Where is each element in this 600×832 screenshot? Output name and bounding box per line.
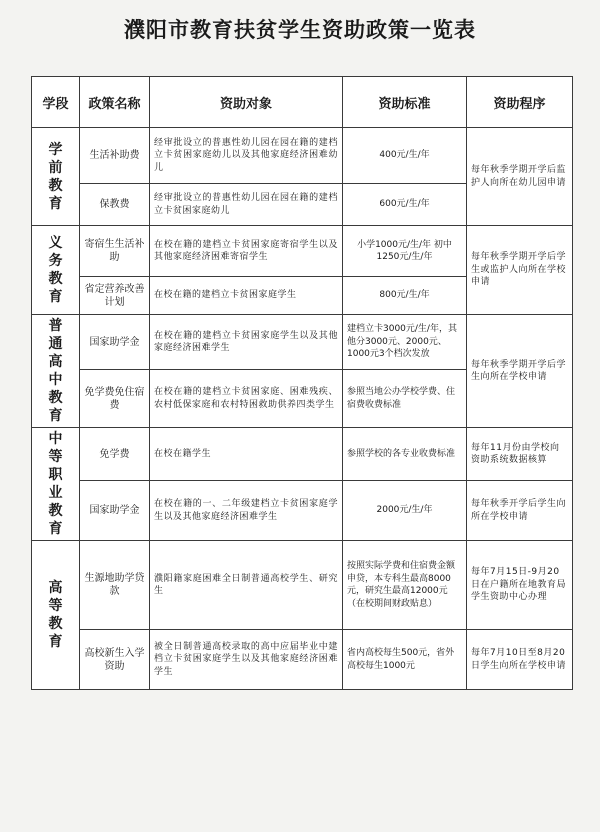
policy-table [31, 76, 573, 690]
target-cell: 在校在籍的建档立卡贫困家庭学生以及其他家庭经济困难学生 [150, 315, 343, 370]
standard-cell: 800元/生/年 [343, 277, 467, 315]
standard-cell: 小学1000元/生/年 初中1250元/生/年 [343, 226, 467, 277]
table-row [32, 315, 573, 370]
policy-name-cell: 国家助学金 [80, 481, 150, 541]
standard-cell: 省内高校每生500元，省外高校每生1000元 [343, 630, 467, 690]
table-header-row [32, 77, 573, 128]
table-row [32, 226, 573, 277]
stage-cell-preschool: 学前教育 [32, 128, 80, 226]
policy-name-cell: 免学费免住宿费 [80, 370, 150, 428]
column-header-procedure: 资助程序 [467, 77, 573, 128]
procedure-cell: 每年秋季学期开学后学生或监护人向所在学校申请 [467, 226, 573, 315]
standard-cell: 建档立卡3000元/生/年，其他分3000元、2000元、1000元3个档次发放 [343, 315, 467, 370]
standard-cell: 2000元/生/年 [343, 481, 467, 541]
policy-name-cell: 高校新生入学资助 [80, 630, 150, 690]
target-cell: 濮阳籍家庭困难全日制普通高校学生、研究生 [150, 541, 343, 630]
column-header-policy: 政策名称 [80, 77, 150, 128]
target-cell: 经审批设立的普惠性幼儿园在园在籍的建档立卡贫困家庭幼儿 [150, 184, 343, 226]
standard-cell: 参照学校的各专业收费标准 [343, 428, 467, 481]
target-cell: 经审批设立的普惠性幼儿园在园在籍的建档立卡贫困家庭幼儿以及其他家庭经济困难幼儿 [150, 128, 343, 184]
procedure-cell: 每年秋季学期开学后学生向所在学校申请 [467, 315, 573, 428]
table-row [32, 630, 573, 690]
stage-cell-high-school: 普通高中教育 [32, 315, 80, 428]
target-cell: 在校在籍的建档立卡贫困家庭寄宿学生以及其他家庭经济困难寄宿学生 [150, 226, 343, 277]
stage-cell-higher: 高等教育 [32, 541, 80, 690]
table-row [32, 481, 573, 541]
policy-name-cell: 保教费 [80, 184, 150, 226]
page-title: 濮阳市教育扶贫学生资助政策一览表 [124, 18, 476, 42]
policy-name-cell: 省定营养改善计划 [80, 277, 150, 315]
table-row [32, 541, 573, 630]
target-cell: 在校在籍的一、二年级建档立卡贫困家庭学生以及其他家庭经济困难学生 [150, 481, 343, 541]
policy-name-cell: 免学费 [80, 428, 150, 481]
procedure-cell: 每年11月份由学校向资助系统数据核算 [467, 428, 573, 481]
standard-cell: 400元/生/年 [343, 128, 467, 184]
procedure-cell: 每年秋季开学后学生向所在学校申请 [467, 481, 573, 541]
target-cell: 被全日制普通高校录取的高中应届毕业中建档立卡贫困家庭学生以及其他家庭经济困难学生 [150, 630, 343, 690]
procedure-cell: 每年7月15日-9月20日在户籍所在地教育局学生资助中心办理 [467, 541, 573, 630]
column-header-target: 资助对象 [150, 77, 343, 128]
column-header-stage: 学段 [32, 77, 80, 128]
policy-name-cell: 寄宿生生活补助 [80, 226, 150, 277]
stage-cell-vocational: 中等职业教育 [32, 428, 80, 541]
target-cell: 在校在籍的建档立卡贫困家庭学生 [150, 277, 343, 315]
policy-name-cell: 生源地助学贷款 [80, 541, 150, 630]
policy-name-cell: 生活补助费 [80, 128, 150, 184]
table-row [32, 128, 573, 184]
standard-cell: 600元/生/年 [343, 184, 467, 226]
procedure-cell: 每年7月10日至8月20日学生向所在学校申请 [467, 630, 573, 690]
standard-cell: 参照当地公办学校学费、住宿费收费标准 [343, 370, 467, 428]
table-row [32, 428, 573, 481]
procedure-cell: 每年秋季学期开学后监护人向所在幼儿园申请 [467, 128, 573, 226]
standard-cell: 按照实际学费和住宿费金额申贷，本专科生最高8000元，研究生最高12000元（在校期间财政贴息） [343, 541, 467, 630]
column-header-standard: 资助标准 [343, 77, 467, 128]
policy-name-cell: 国家助学金 [80, 315, 150, 370]
stage-cell-compulsory: 义务教育 [32, 226, 80, 315]
target-cell: 在校在籍的建档立卡贫困家庭、困难残疾、农村低保家庭和农村特困救助供养四类学生 [150, 370, 343, 428]
target-cell: 在校在籍学生 [150, 428, 343, 481]
